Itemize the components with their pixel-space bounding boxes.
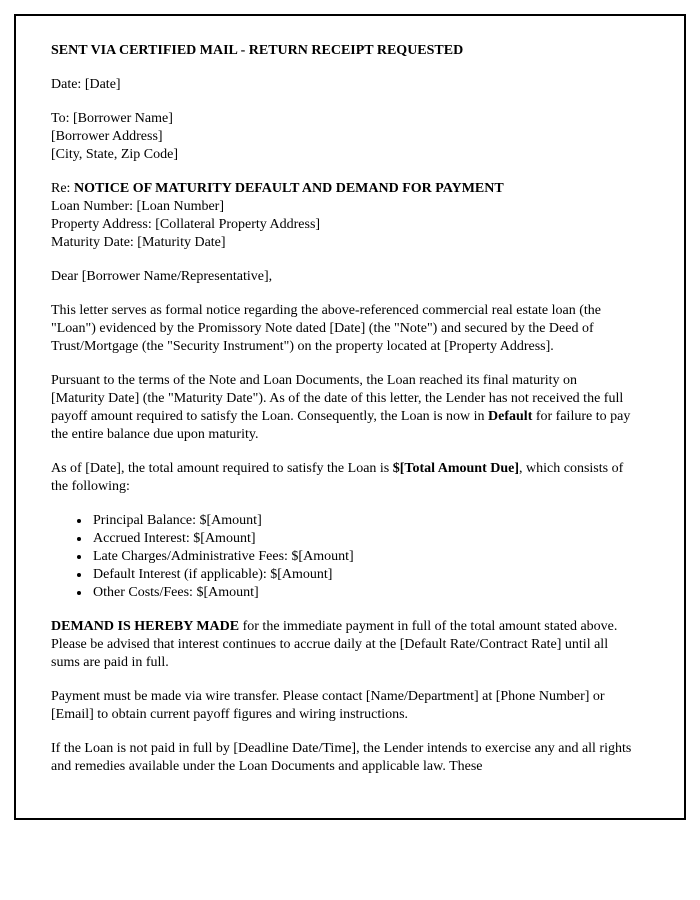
date-line: Date: [Date]	[51, 77, 121, 92]
list-item-default-interest: • Default Interest (if applicable): $[Amount]	[91, 566, 632, 584]
salutation: Dear [Borrower Name/Representative],	[51, 269, 273, 284]
property-address-line: Property Address: [Collateral Property Address]	[51, 217, 321, 232]
total-amount-due: $[Total Amount Due]	[392, 461, 520, 476]
amount-due-text-end: , which consists of the following:	[51, 461, 624, 494]
paragraph-demand	[51, 618, 632, 672]
maturity-date-line: Maturity Date: [Maturity Date]	[51, 235, 226, 250]
amount-breakdown-list	[51, 512, 632, 602]
paragraph-intro: This letter serves as formal notice regarding the above-referenced commercial real estate loan (the "Loan") evidenced by the Promissory Note dated [Date] (the "Note") and secured by the Deed of Trust/Mortgage (the "Security Instrument") on the property located at [Property Address].	[51, 303, 602, 354]
paragraph-remedies: If the Loan is not paid in full by [Deadline Date/Time], the Lender intends to exercise any and all rights and remedies available under the Loan Documents and applicable law. These	[51, 741, 632, 774]
letter-page	[14, 14, 686, 820]
recipient-city-line: [City, State, Zip Code]	[51, 147, 179, 162]
list-item-principal-balance: • Principal Balance: $[Amount]	[91, 512, 632, 530]
default-notice-text-end: for failure to pay the entire balance due upon maturity.	[51, 409, 631, 442]
paragraph-amount-due	[51, 460, 632, 496]
default-keyword: Default	[488, 409, 533, 424]
default-notice-text: Pursuant to the terms of the Note and Loan Documents, the Loan reached its final maturity on [Maturity Date] (the "Maturity Date"). As of the date of this letter, the Lender has not received the full payoff amount required to satisfy the Loan. Consequently, the Loan is now in	[51, 373, 624, 424]
recipient-block	[51, 110, 632, 164]
paragraph-default-notice	[51, 372, 632, 444]
subject-prefix: Re:	[51, 181, 74, 196]
subject-title: NOTICE OF MATURITY DEFAULT AND DEMAND FOR PAYMENT	[73, 181, 504, 196]
amount-due-text: As of [Date], the total amount required to satisfy the Loan is	[51, 461, 393, 476]
subject-line	[51, 180, 632, 198]
paragraph-payment-instructions: Payment must be made via wire transfer. Please contact [Name/Department] at [Phone Number] or [Email] to obtain current payoff figures and wiring instructions.	[51, 689, 605, 722]
recipient-name-line: To: [Borrower Name]	[51, 111, 173, 126]
delivery-method-line: SENT VIA CERTIFIED MAIL - RETURN RECEIPT REQUESTED	[51, 43, 464, 58]
recipient-address-line: [Borrower Address]	[51, 129, 163, 144]
list-item-late-charges: • Late Charges/Administrative Fees: $[Amount]	[91, 548, 632, 566]
demand-text: for the immediate payment in full of the total amount stated above. Please be advised that interest continues to accrue daily at the [Default Rate/Contract Rate] until all sums are paid in full.	[51, 619, 618, 670]
list-item-other-costs: • Other Costs/Fees: $[Amount]	[91, 584, 632, 602]
subject-block	[51, 180, 632, 252]
list-item-accrued-interest: • Accrued Interest: $[Amount]	[91, 530, 632, 548]
demand-keyword: DEMAND IS HEREBY MADE	[51, 619, 240, 634]
loan-number-line: Loan Number: [Loan Number]	[51, 199, 224, 214]
